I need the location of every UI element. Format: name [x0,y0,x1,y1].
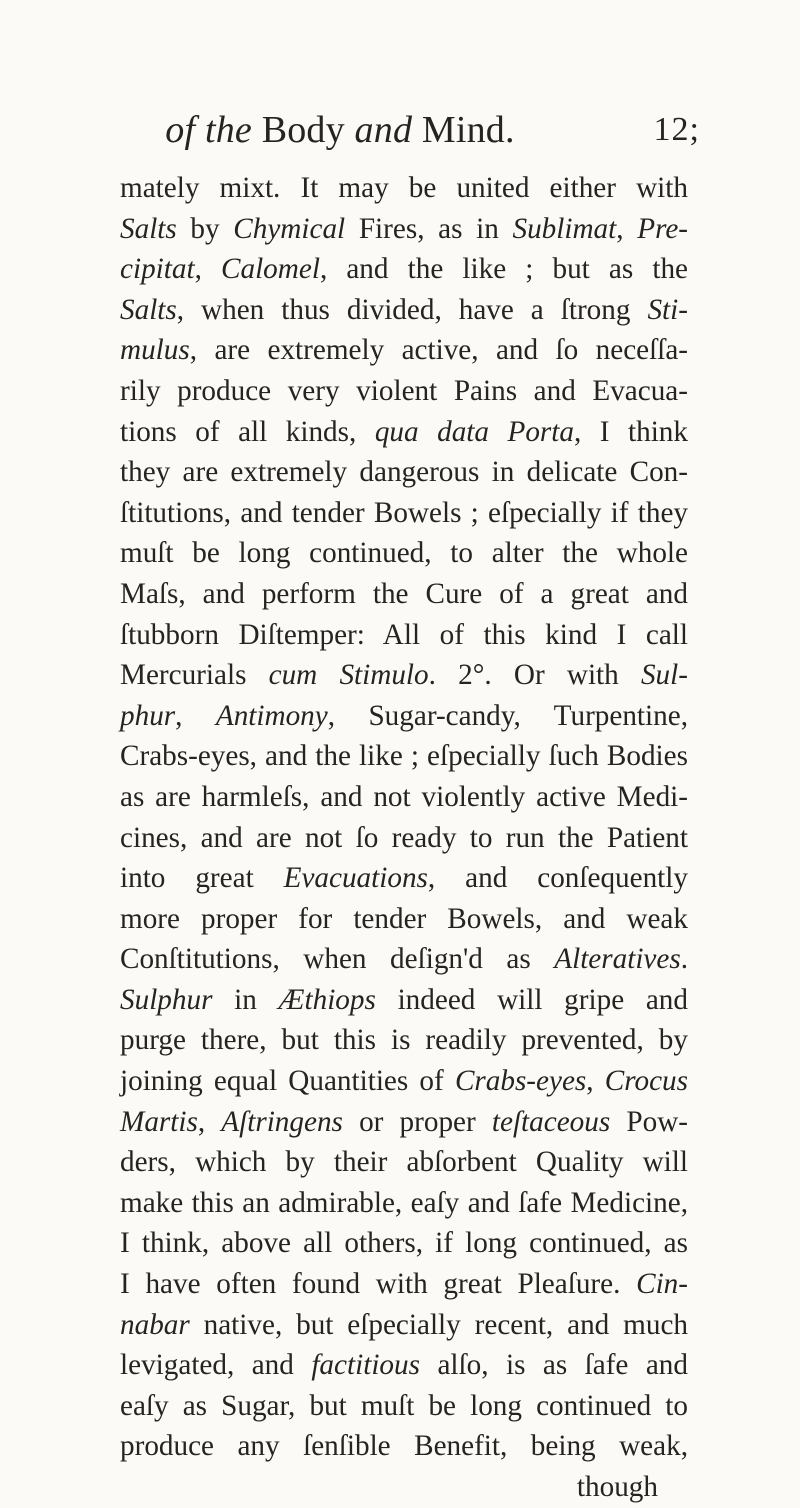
text-line [120,412,688,453]
text-run: rily produce very violent Pains and Evacua- [120,374,688,407]
text-run: they are extremely dangerous in delicate Con- [120,456,688,489]
text-run: mately mixt. It may be united either with [120,172,688,204]
text-run: ſtubborn Diſtemper: All of this kind I call [120,618,688,651]
text-run: cines, and are not ſo ready to run the Patient [120,821,688,854]
text-run: tions of all kinds, [120,415,375,448]
text-run: , [616,212,638,245]
text-run: , are extremely active, and ſo neceſſa- [189,334,688,367]
text-run: muſt be long continued, to alter the whole [120,537,688,570]
italic-run: Alteratives [554,943,681,976]
text-line [120,655,688,696]
text-line [120,980,688,1021]
catchword: though [576,1471,658,1503]
italic-run: Cin- [636,1268,688,1301]
italic-run: mulus [120,334,190,367]
text-run: , I think [573,415,688,448]
text-run: purge there, but this is readily prevented, by [120,1024,688,1057]
italic-run: Sti- [647,293,688,326]
italic-run: Aſtringens [221,1105,343,1138]
text-run: eaſy as Sugar, but muſt be long continued to [120,1389,688,1422]
italic-run: qua data Porta [374,415,574,448]
italic-run: Pre- [637,212,689,245]
text-run: Mercurials [120,659,269,692]
text-run: , [194,253,222,286]
text-run: , [175,699,216,732]
text-line [120,1142,688,1183]
text-run: into great [120,862,284,895]
text-run: levigated, and [120,1349,312,1382]
text-line [120,371,688,412]
text-run: produce any ſenſible Benefit, being weak, [120,1430,688,1463]
running-title [120,100,560,160]
text-run: alſo, is as ſafe and [419,1349,688,1382]
italic-run: phur [120,699,176,732]
title-word-of: of [165,109,196,151]
italic-run: Crocus [604,1065,688,1098]
title-word-body: Body [261,109,345,151]
italic-run: Sulphur [120,983,213,1016]
text-run: Conſtitutions, when deſign'd as [120,943,555,976]
text-line [120,818,688,859]
italic-run: Martis [120,1105,198,1138]
title-word-and: and [354,109,413,151]
text-run: , and conſequently [427,862,688,895]
text-line [120,899,688,940]
body-text [120,168,688,1508]
text-run: as are harmleſs, and not violently active Medi- [120,780,688,813]
text-line [120,858,688,899]
italic-run: Evacuations [283,862,428,895]
text-line [120,330,688,371]
text-line [120,1223,688,1264]
text-line [120,1061,688,1102]
text-line [120,615,688,656]
text-run: , [586,1065,605,1098]
text-line [120,777,688,818]
text-run: . [680,943,688,976]
text-run: I think, above all others, if long continued, as [120,1227,688,1260]
italic-run: Salts [120,212,177,245]
text-run: Crabs-eyes, and the like ; eſpecially ſuch Bodies [120,740,688,773]
text-run: Fires, as in [345,212,513,245]
text-line [120,1183,688,1224]
text-line [120,209,688,250]
text-line [120,493,688,534]
italic-run: Calomel [221,253,320,286]
text-line [120,249,688,290]
italic-run: Antimony [215,699,328,732]
text-run: by [176,212,234,245]
italic-run: factitious [311,1349,420,1382]
text-run: , and the like ; but as the [319,253,688,286]
text-run: in [212,983,279,1016]
italic-run: Salts [120,293,177,326]
text-line [120,574,688,615]
text-line [120,1386,688,1427]
italic-run: Æthiops [278,983,376,1016]
italic-run: cum Stimulo [268,659,429,692]
text-run: I have often found with great Pleaſure. [120,1268,637,1301]
text-line [120,939,688,980]
text-line [120,290,688,331]
title-word-mind: Mind. [421,109,515,151]
text-run: make this an admirable, eaſy and ſafe Medicine, [120,1186,688,1219]
page-header [120,100,700,160]
page-number: 12; [653,111,700,148]
title-word-the: the [204,109,252,151]
text-run: , [197,1105,222,1138]
text-run: Maſs, and perform the Cure of a great and [120,577,688,610]
text-line [120,1426,688,1467]
text-run: ſtitutions, and tender Bowels ; eſpecially if they [120,496,688,529]
text-run: native, but eſpecially recent, and much [189,1308,688,1341]
text-line [120,736,688,777]
italic-run: Sul- [640,659,688,692]
text-run: , Sugar-candy, Turpentine, [327,699,688,732]
text-line [120,1102,688,1143]
text-run: Pow- [610,1105,688,1138]
text-line [120,696,688,737]
text-run: indeed will gripe and [375,983,688,1016]
text-line [120,1305,688,1346]
italic-run: Chymical [233,212,346,245]
italic-run: Sublimat [512,212,617,245]
text-line [120,1020,688,1061]
text-run: , when thus divided, have a ſtrong [176,293,648,326]
text-run: more proper for tender Bowels, and weak [120,902,688,935]
italic-run: nabar [120,1308,190,1341]
text-line [120,1345,688,1386]
italic-run: cipitat [120,253,195,286]
text-run: . 2°. Or with [428,659,641,692]
italic-run: Crabs-eyes [454,1065,587,1098]
text-run: ders, which by their abſorbent Quality will [120,1146,688,1179]
text-line [120,1264,688,1305]
text-run: or proper [342,1105,492,1138]
text-line [120,452,688,493]
text-run: joining equal Quantities of [120,1065,455,1098]
italic-run: teſtaceous [491,1105,611,1138]
text-line [120,533,688,574]
text-line [120,168,688,209]
